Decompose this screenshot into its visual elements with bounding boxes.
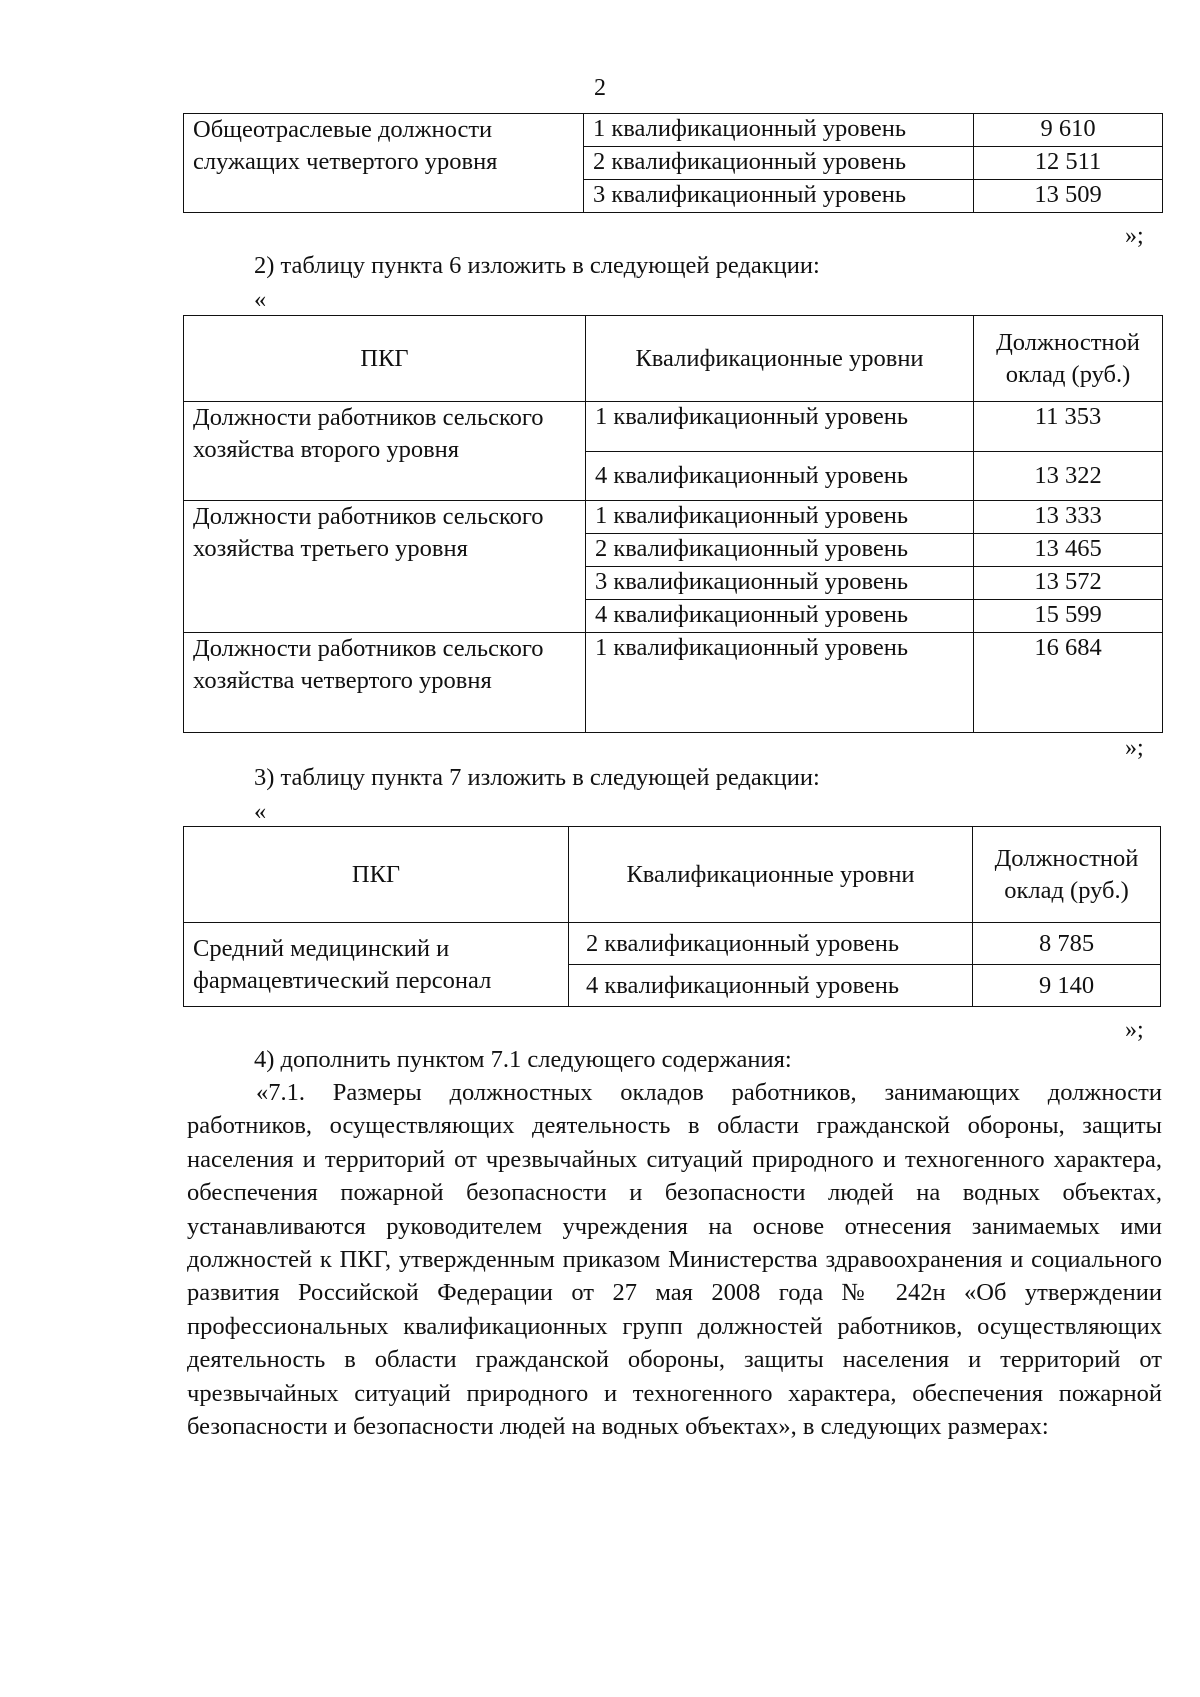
- table-row: [184, 402, 1163, 452]
- salary-cell: 13 572: [974, 567, 1163, 600]
- item-3-text: 3) таблицу пункта 7 изложить в следующей редакции:: [254, 764, 820, 791]
- paragraph-text: «7.1. Размеры должностных окладов работников, занимающих должности работников, осуществляющих деятельность в области гражданской обороны, защиты населения и территорий от чрезвычайных ситуаций природного и техногенного характера, обеспечения пожарной безопасности и безопасности людей на водных объектах, устанавливаются руководителем учреждения на основе отнесения занимаемых ими должностей к ПКГ, утвержденным приказом Министерства здравоохранения и социального развития Российской Федерации от 27 мая 2008 года № 242н «Об утверждении профессиональных квалификационных групп должностей работников, осуществляющих деятельность в области гражданской обороны, защиты населения и территорий от чрезвычайных ситуаций природного и техногенного характера, обеспечения пожарной безопасности и безопасности людей на водных объектах», в следующих размерах:: [187, 1079, 1162, 1441]
- opening-quote: «: [254, 798, 267, 825]
- group-name: Должности работников сельского хозяйства третьего уровня: [184, 501, 586, 633]
- salary-cell: 13 322: [974, 452, 1163, 501]
- group-name: Общеотраслевые должности служащих четвертого уровня: [184, 114, 584, 213]
- table-row: [184, 923, 1161, 965]
- salary-cell: 11 353: [974, 402, 1163, 452]
- closing-quote: »;: [1125, 223, 1144, 249]
- table-header-row: [184, 316, 1163, 402]
- level-cell: 4 квалификационный уровень: [569, 965, 973, 1007]
- group-name: Должности работников сельского хозяйства четвертого уровня: [184, 633, 586, 733]
- opening-quote: «: [254, 286, 267, 313]
- level-cell: 2 квалификационный уровень: [584, 147, 974, 180]
- level-cell: 1 квалификационный уровень: [586, 633, 974, 733]
- closing-quote: »;: [1125, 1017, 1144, 1043]
- level-cell: 3 квалификационный уровень: [584, 180, 974, 213]
- salary-cell: 12 511: [974, 147, 1163, 180]
- item-2-text: 2) таблицу пункта 6 изложить в следующей редакции:: [254, 252, 820, 279]
- level-cell: 1 квалификационный уровень: [586, 402, 974, 452]
- table-row: [184, 501, 1163, 534]
- salary-cell: 9 140: [973, 965, 1161, 1007]
- item-4-text: 4) дополнить пунктом 7.1 следующего содержания:: [254, 1046, 792, 1073]
- table-row: [184, 114, 1163, 147]
- salary-cell: 8 785: [973, 923, 1161, 965]
- header-levels: Квалификационные уровни: [569, 827, 973, 923]
- table-office-positions: [183, 113, 1163, 213]
- table-medical-staff: [183, 826, 1161, 1007]
- header-salary: Должностной оклад (руб.): [974, 316, 1163, 402]
- level-cell: 2 квалификационный уровень: [586, 534, 974, 567]
- level-cell: 3 квалификационный уровень: [586, 567, 974, 600]
- header-pkg: ПКГ: [184, 316, 586, 402]
- level-cell: 2 квалификационный уровень: [569, 923, 973, 965]
- salary-cell: 9 610: [974, 114, 1163, 147]
- salary-cell: 13 509: [974, 180, 1163, 213]
- group-name: Средний медицинский и фармацевтический персонал: [184, 923, 569, 1007]
- page-number: 2: [594, 75, 606, 101]
- closing-quote: »;: [1125, 735, 1144, 761]
- table-header-row: [184, 827, 1161, 923]
- group-name: Должности работников сельского хозяйства второго уровня: [184, 402, 586, 501]
- salary-cell: 16 684: [974, 633, 1163, 733]
- level-cell: 1 квалификационный уровень: [584, 114, 974, 147]
- level-cell: 4 квалификационный уровень: [586, 600, 974, 633]
- header-levels: Квалификационные уровни: [586, 316, 974, 402]
- table-agriculture-positions: [183, 315, 1163, 733]
- level-cell: 4 квалификационный уровень: [586, 452, 974, 501]
- salary-cell: 15 599: [974, 600, 1163, 633]
- salary-cell: 13 465: [974, 534, 1163, 567]
- level-cell: 1 квалификационный уровень: [586, 501, 974, 534]
- table-row: [184, 633, 1163, 733]
- header-salary: Должностной оклад (руб.): [973, 827, 1161, 923]
- header-pkg: ПКГ: [184, 827, 569, 923]
- item-7-1-paragraph: [187, 1076, 1162, 1443]
- salary-cell: 13 333: [974, 501, 1163, 534]
